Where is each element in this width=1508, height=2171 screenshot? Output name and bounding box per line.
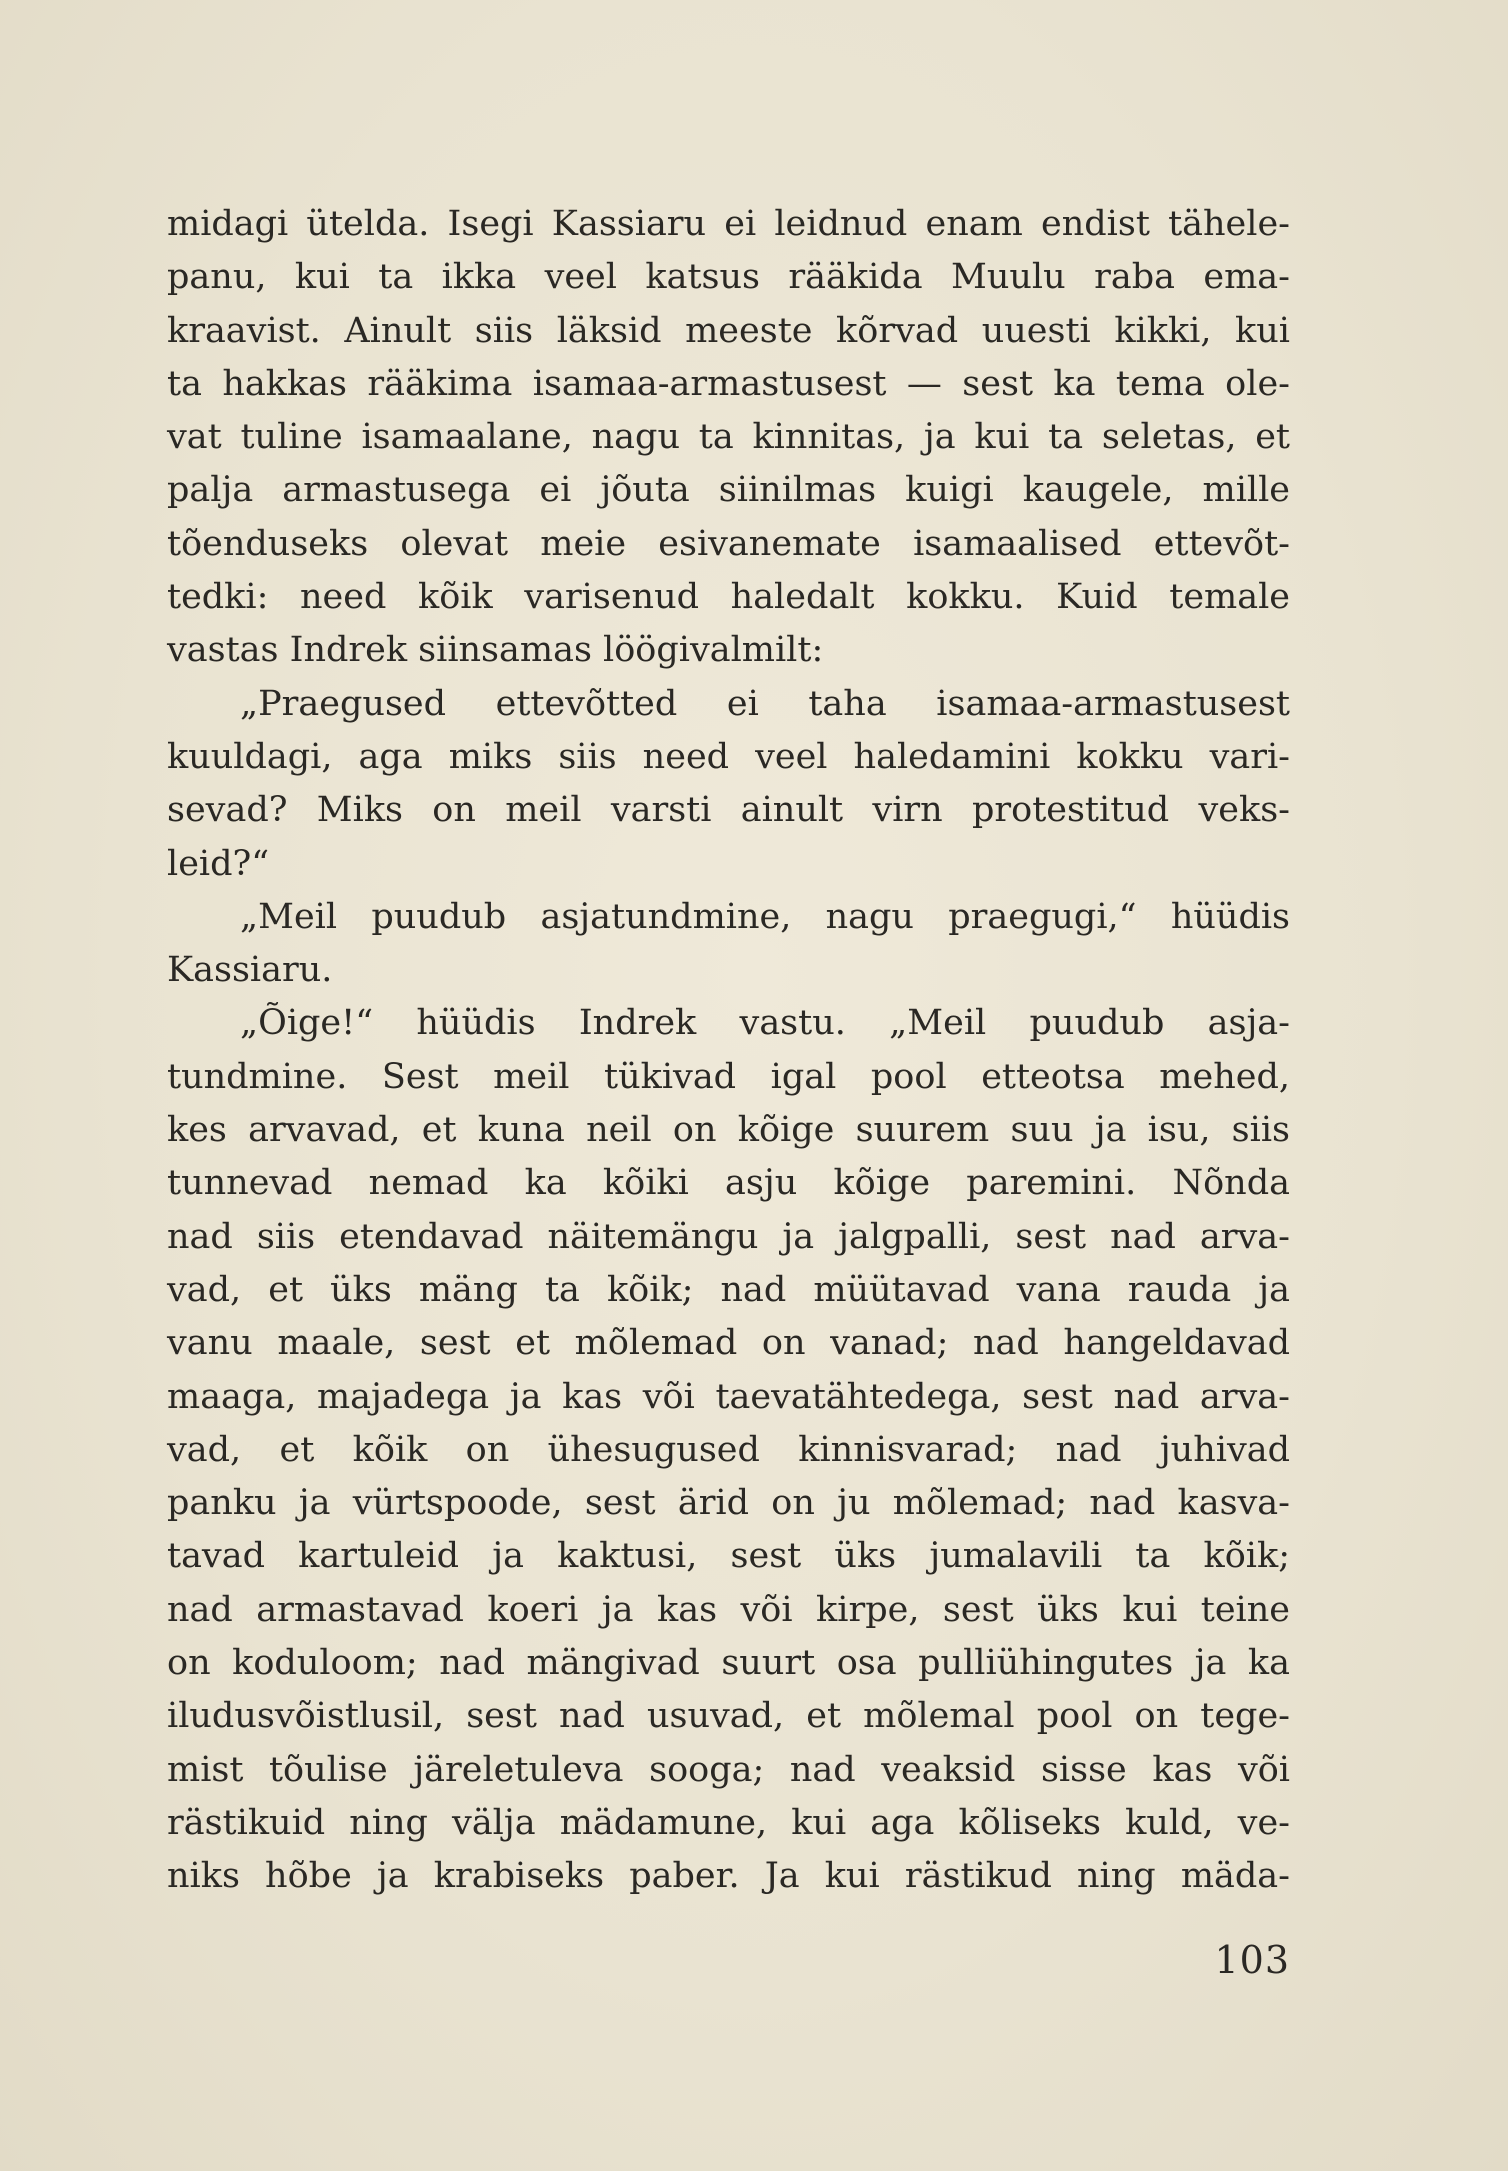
text-line: iludusvõistlusil, sest nad usuvad, et mõlemal pool on tege- (167, 1696, 1290, 1737)
text-line: on koduloom; nad mängivad suurt osa pulliühingutes ja ka (167, 1643, 1290, 1684)
text-line: vastas Indrek siinsamas löögivalmilt: (167, 630, 824, 671)
text-line: vanu maale, sest et mõlemad on vanad; nad hangeldavad (167, 1323, 1290, 1364)
text-line: midagi ütelda. Isegi Kassiaru ei leidnud enam endist tähele- (167, 204, 1290, 244)
text-line: tõenduseks olevat meie esivanemate isamaalised ettevõt- (167, 523, 1290, 564)
text-line: nad siis etendavad näitemängu ja jalgpalli, sest nad arva- (167, 1216, 1290, 1257)
text-line: ta hakkas rääkima isamaa-armastusest — sest ka tema ole- (167, 363, 1290, 404)
page-number: 103 (1214, 1938, 1290, 1982)
text-line: „Meil puudub asjatundmine, nagu praegugi,“ hüüdis (240, 896, 1290, 937)
text-line: tedki: need kõik varisenud haledalt kokku. Kuid temale (167, 577, 1290, 618)
text-line: maaga, majadega ja kas või taevatähtedega, sest nad arva- (167, 1376, 1290, 1417)
text-line: panku ja vürtspoode, sest ärid on ju mõlemad; nad kasva- (167, 1483, 1290, 1524)
text-line: kraavist. Ainult siis läksid meeste kõrvad uuesti kikki, kui (167, 310, 1290, 351)
text-line: vad, et üks mäng ta kõik; nad müütavad vana rauda ja (167, 1269, 1290, 1310)
text-line: palja armastusega ei jõuta siinilmas kuigi kaugele, mille (167, 470, 1290, 511)
text-line: tavad kartuleid ja kaktusi, sest üks jumalavili ta kõik; (167, 1536, 1290, 1577)
text-line: vat tuline isamaalane, nagu ta kinnitas, ja kui ta seletas, et (167, 417, 1290, 458)
text-line: kes arvavad, et kuna neil on kõige suurem suu ja isu, siis (167, 1110, 1290, 1151)
text-line: panu, kui ta ikka veel katsus rääkida Muulu raba ema- (167, 257, 1290, 298)
text-line: tunnevad nemad ka kõiki asju kõige paremini. Nõnda (167, 1163, 1290, 1204)
text-line: nad armastavad koeri ja kas või kirpe, sest üks kui teine (167, 1589, 1290, 1630)
text-line: „Õige!“ hüüdis Indrek vastu. „Meil puudub asja- (240, 1003, 1290, 1044)
text-line: leid?“ (167, 843, 270, 884)
text-line: tundmine. Sest meil tükivad igal pool etteotsa mehed, (167, 1056, 1290, 1097)
text-line: „Praegused ettevõtted ei taha isamaa-armastusest (240, 683, 1290, 724)
text-line: Kassiaru. (167, 950, 333, 991)
text-line: niks hõbe ja krabiseks paber. Ja kui rästikud ning mäda- (167, 1856, 1290, 1897)
text-line: rästikuid ning välja mädamune, kui aga kõliseks kuld, ve- (167, 1802, 1290, 1843)
text-line: mist tõulise järeletuleva sooga; nad veaksid sisse kas või (167, 1749, 1290, 1790)
body-text (167, 198, 1290, 1904)
text-line: kuuldagi, aga miks siis need veel haledamini kokku vari- (167, 736, 1290, 777)
text-line: vad, et kõik on ühesugused kinnisvarad; nad juhivad (167, 1429, 1290, 1470)
text-line: sevad? Miks on meil varsti ainult virn protestitud veks- (167, 790, 1290, 831)
